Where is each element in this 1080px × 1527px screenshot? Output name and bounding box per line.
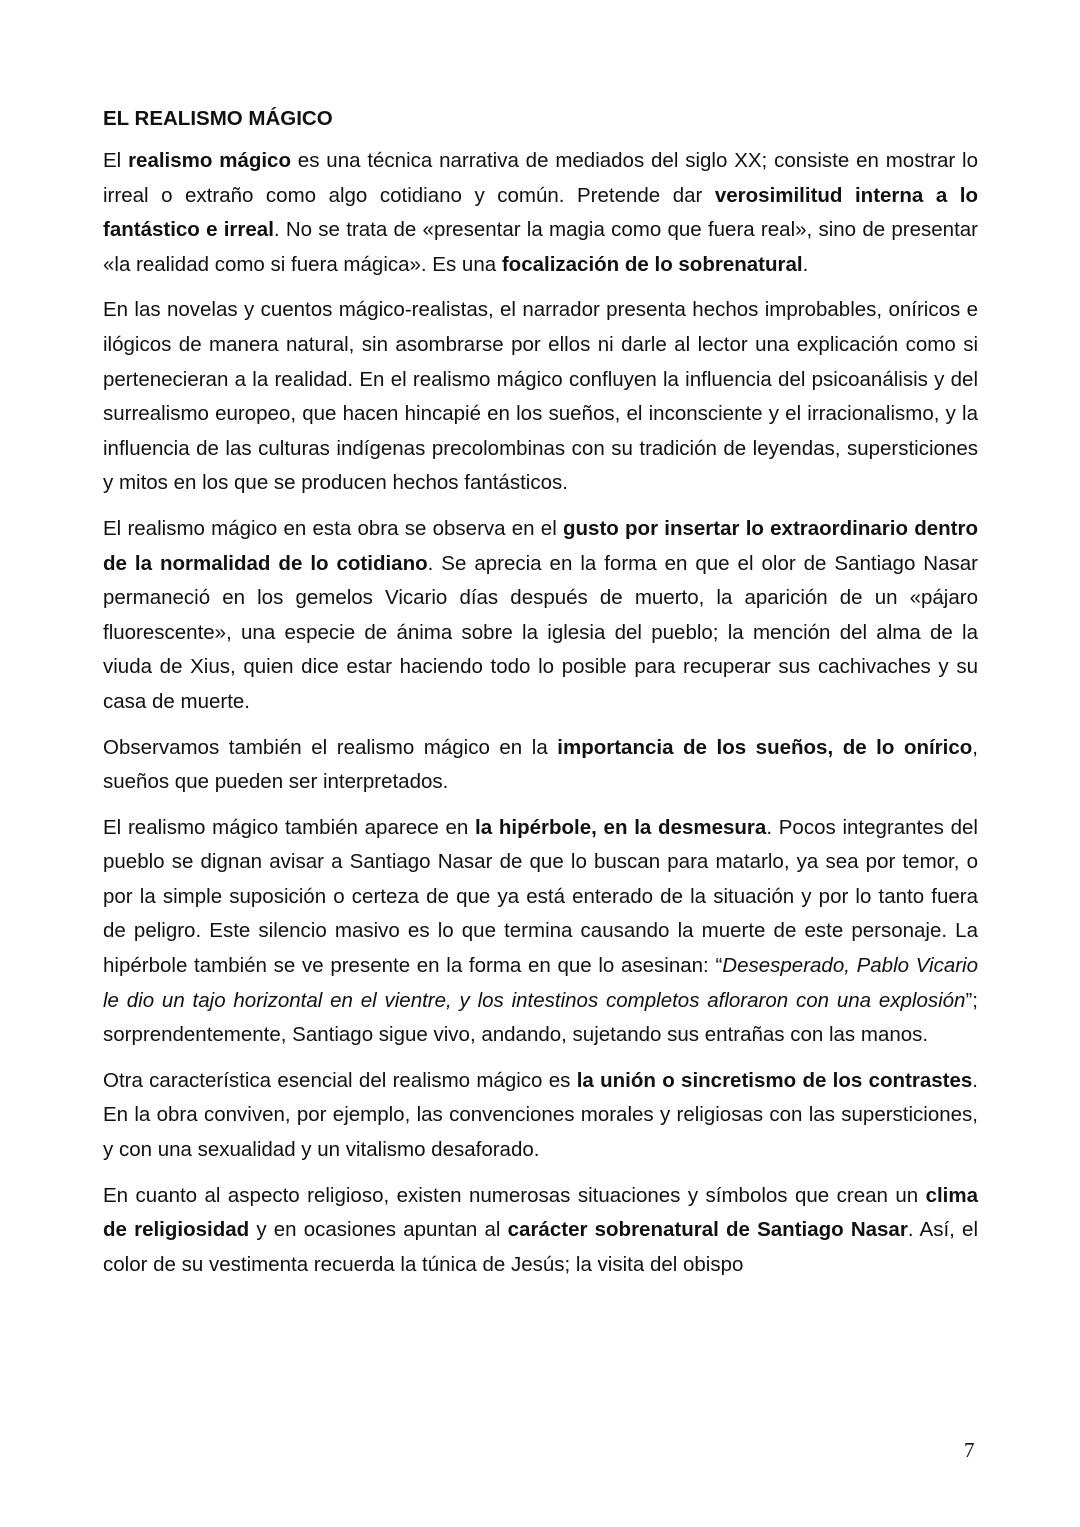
bold-text: realismo mágico [128,149,291,172]
paragraph [103,731,978,800]
paragraph [103,512,978,720]
paragraph [103,1179,978,1283]
paragraphs [103,144,978,1282]
section-title: EL REALISMO MÁGICO [103,107,333,130]
bold-text: carácter sobrenatural de Santiago Nasar [507,1218,908,1242]
text-run: . Se aprecia en la forma en que el olor de Santiago Nasar permaneció en los gemelos Vicario días después de muerto, la aparición de un «pájaro fluorescente», una especie de ánima sobre la iglesia del pueblo; la mención del alma de la viuda de Xius, quien dice estar haciendo todo lo posible para recuperar sus cachivaches y su casa de muerte. [103,551,978,713]
paragraph [103,811,978,1053]
text-run: El realismo mágico también aparece en [103,815,476,839]
text-run: ”; sorprendentemente, Santiago sigue vivo, andando, sujetando sus entrañas con las manos. [103,988,978,1047]
text-run: El realismo mágico en esta obra se observa en el [103,516,563,540]
text-run: . Así, el color de su vestimenta recuerda la túnica de Jesús; la visita del obispo [103,1218,979,1276]
bold-text: importancia de los sueños, de lo onírico [557,735,973,759]
bold-text: la unión o sincretismo de los contrastes [576,1068,973,1092]
text-run: El [103,149,129,172]
paragraph [103,293,978,501]
bold-text: gusto por insertar lo extraordinario dentro de la normalidad de lo cotidiano [103,516,978,575]
text-run: , sueños que pueden ser interpretados. [103,735,978,794]
text-run: Observamos también el realismo mágico en la [103,735,558,759]
bold-text: la hipérbole, en la desmesura [475,815,767,839]
text-run: . No se trata de «presentar la magia como que fuera real», sino de presentar «la realidad como si fuera mágica». Es una [103,218,978,276]
text-run: y en ocasiones apuntan al [249,1218,508,1242]
text-run: Otra característica esencial del realismo mágico es [103,1068,577,1092]
italic-quote: Desesperado, Pablo Vicario le dio un tajo horizontal en el vientre, y los intestinos completos afloraron con una explosión [103,954,979,1012]
text-run: . En la obra conviven, por ejemplo, las convenciones morales y religiosas con las supersticiones, y con una sexualidad y un vitalismo desaforado. [103,1068,978,1162]
bold-text: focalización de lo sobrenatural [501,252,803,276]
bold-text: clima de religiosidad [103,1183,978,1242]
paragraph [103,144,978,282]
text-run: En las novelas y cuentos mágico-realistas, el narrador presenta hechos improbables, oníricos e ilógicos de manera natural, sin asombrarse por ellos ni darle al lector una explicación como si pertenecieran a la realidad. En el realismo mágico confluyen la influencia del psicoanálisis y del surrealismo europeo, que hacen hincapié en los sueños, el inconsciente y el irracionalismo, y la influencia de las culturas indígenas precolombinas con su tradición de leyendas, supersticiones y mitos en los que se producen hechos fantásticos. [103,298,978,495]
text-run: . Pocos integrantes del pueblo se dignan avisar a Santiago Nasar de que lo buscan para matarlo, ya sea por temor, o por la simple suposición o certeza de que ya está enterado de la situación y por lo tanto fuera de peligro. Este silencio masivo es lo que termina causando la muerte de este personaje. La hipérbole también se ve presente en la forma en que lo asesinan: “ [103,815,978,978]
text-run: es una técnica narrativa de mediados del siglo XX; consiste en mostrar lo irreal o extraño como algo cotidiano y común. Pretende dar [103,149,978,207]
paragraph [103,1064,978,1168]
document-body [103,104,978,1293]
bold-text: verosimilitud interna a lo fantástico e irreal [103,183,978,242]
text-run: En cuanto al aspecto religioso, existen numerosas situaciones y símbolos que crean un [103,1183,926,1207]
page-number: 7 [964,1438,975,1462]
text-run: . [802,252,809,276]
